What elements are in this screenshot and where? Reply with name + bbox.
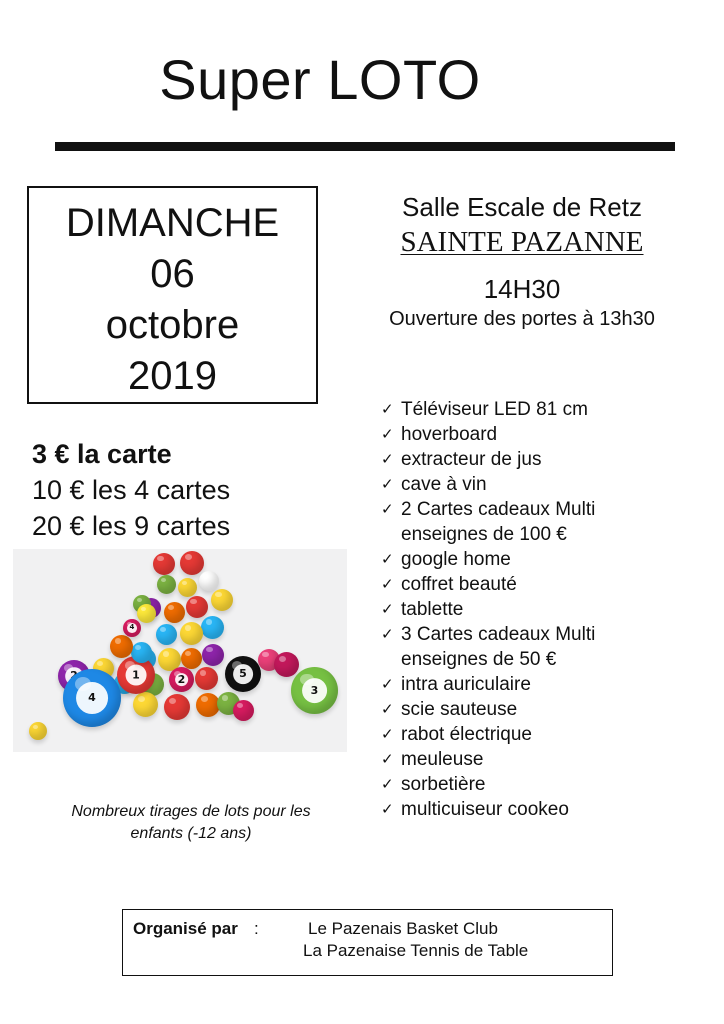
organizer-name-2: La Pazenaise Tennis de Table [303, 941, 529, 960]
prize-text: 2 Cartes cadeaux Multi [401, 499, 596, 520]
decorative-ball [180, 551, 204, 575]
decorative-ball [233, 700, 254, 721]
check-icon: ✓ [381, 775, 394, 793]
organizer-label: Organisé par [133, 919, 238, 938]
prize-text: 3 Cartes cadeaux Multi [401, 624, 596, 645]
decorative-ball [180, 622, 203, 645]
decorative-ball [157, 575, 176, 594]
decorative-ball [291, 667, 338, 714]
ball-number: 5 [233, 664, 253, 684]
venue-name: Salle Escale de Retz [402, 192, 642, 222]
list-item [381, 722, 691, 747]
date-day: DIMANCHE [65, 201, 280, 245]
date-month: octobre [105, 303, 240, 347]
venue-city: SAINTE PAZANNE [400, 226, 644, 258]
lottery-balls-image [13, 549, 347, 752]
decorative-ball [201, 616, 224, 639]
check-icon: ✓ [381, 400, 394, 418]
decorative-ball [186, 596, 208, 618]
list-item [381, 622, 691, 647]
list-item [381, 747, 691, 772]
list-item [381, 672, 691, 697]
date-box [27, 186, 318, 404]
ball-number: 2 [175, 673, 189, 687]
decorative-ball [164, 694, 190, 720]
prize-text: tablette [401, 599, 464, 620]
ball-number: 4 [76, 682, 108, 714]
list-item [381, 772, 691, 797]
check-icon: ✓ [381, 700, 394, 718]
prize-text: scie sauteuse [401, 699, 518, 720]
prize-list [381, 397, 691, 822]
list-item [381, 447, 691, 472]
check-icon: ✓ [381, 725, 394, 743]
organizer-box [122, 909, 613, 976]
decorative-ball [181, 648, 202, 669]
list-item [381, 647, 691, 672]
price-nine: 20 € les 9 cartes [32, 511, 231, 541]
prize-text: enseignes de 100 € [401, 524, 567, 545]
prize-text: multicuiseur cookeo [401, 799, 569, 820]
check-icon: ✓ [381, 575, 394, 593]
children-note [38, 801, 344, 845]
decorative-ball [202, 644, 224, 666]
organizer-names [303, 918, 603, 962]
decorative-ball [110, 635, 133, 658]
decorative-ball [178, 578, 197, 597]
decorative-ball [164, 602, 185, 623]
decorative-ball [274, 652, 299, 677]
prize-text: meuleuse [401, 749, 484, 770]
decorative-ball [29, 722, 47, 740]
decorative-ball [195, 667, 218, 690]
organizer-name-1: Le Pazenais Basket Club [308, 919, 498, 938]
check-icon: ✓ [381, 500, 394, 518]
prize-text: intra auriculaire [401, 674, 531, 695]
decorative-ball [169, 667, 194, 692]
decorative-ball [133, 692, 158, 717]
decorative-ball [63, 669, 121, 727]
list-item [381, 497, 691, 522]
list-item [381, 472, 691, 497]
decorative-ball [225, 656, 261, 692]
check-icon: ✓ [381, 550, 394, 568]
prize-text: hoverboard [401, 424, 498, 445]
list-item [381, 597, 691, 622]
decorative-ball [123, 619, 141, 637]
doors-opening: Ouverture des portes à 13h30 [389, 308, 655, 330]
list-item [381, 572, 691, 597]
prize-text: cave à vin [401, 474, 487, 495]
list-item [381, 422, 691, 447]
list-item [381, 547, 691, 572]
title-rule [55, 142, 675, 151]
prize-text: sorbetière [401, 774, 486, 795]
list-item [381, 797, 691, 822]
ball-number: 1 [126, 665, 147, 686]
check-icon: ✓ [381, 475, 394, 493]
organizer-separator: : [254, 919, 259, 938]
decorative-ball [137, 604, 156, 623]
price-four: 10 € les 4 cartes [32, 475, 231, 505]
prize-text: google home [401, 549, 511, 570]
check-icon: ✓ [381, 450, 394, 468]
page-title: Super LOTO [159, 48, 481, 111]
check-icon: ✓ [381, 800, 394, 818]
check-icon: ✓ [381, 750, 394, 768]
list-item [381, 522, 691, 547]
event-time: 14H30 [483, 274, 561, 304]
check-icon: ✓ [381, 600, 394, 618]
decorative-ball [156, 624, 177, 645]
date-year: 2019 [128, 354, 217, 398]
prize-text: extracteur de jus [401, 449, 542, 470]
prize-text: coffret beauté [401, 574, 517, 595]
date-number: 06 [150, 252, 195, 296]
price-single: 3 € la carte [32, 439, 172, 469]
list-item [381, 697, 691, 722]
children-note-line-1: Nombreux tirages de lots pour les [71, 803, 311, 820]
venue-block [352, 190, 692, 332]
decorative-ball [131, 642, 152, 663]
ball-number: 3 [302, 678, 328, 704]
list-item [381, 397, 691, 422]
check-icon: ✓ [381, 675, 394, 693]
price-list [32, 436, 332, 544]
decorative-ball [199, 571, 219, 591]
decorative-ball [211, 589, 233, 611]
check-icon: ✓ [381, 425, 394, 443]
prize-text: Téléviseur LED 81 cm [401, 399, 588, 420]
decorative-ball [153, 553, 175, 575]
children-note-line-2: enfants (-12 ans) [130, 825, 252, 842]
ball-number: 4 [127, 623, 137, 633]
check-icon: ✓ [381, 625, 394, 643]
prize-text: rabot électrique [401, 724, 532, 745]
prize-text: enseignes de 50 € [401, 649, 557, 670]
